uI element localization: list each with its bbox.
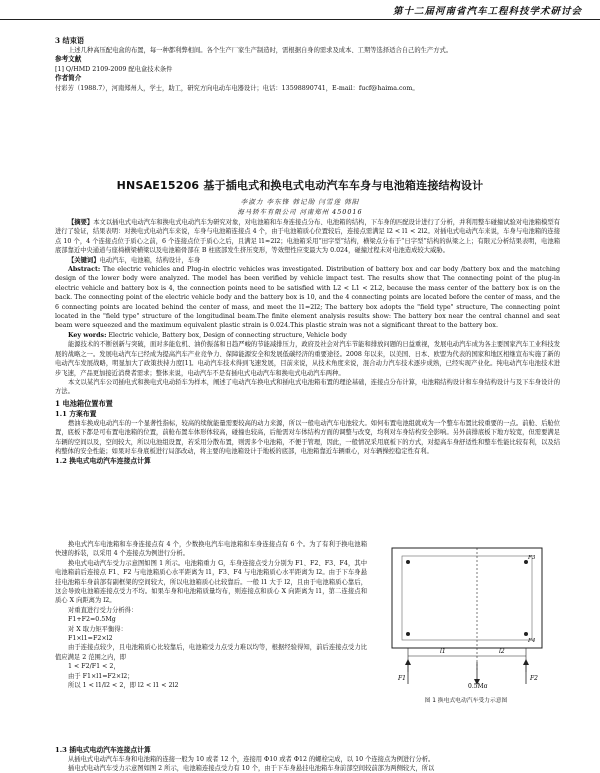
section-1-3 — [55, 745, 560, 773]
label-l2: l2 — [499, 648, 505, 655]
abstract-en — [55, 265, 560, 331]
section-1-2-text-2: 换电式电动汽车受力示意图如图 1 所示。电池箱重力 G，车身连接点受力分别为 F1、F2、F3、F4，其中电池箱前后连接点 F1、F2 与电池箱质心水平距离为 l1，F3、F4 与电池箱质心水平距离为 l2。由于下车身悬挂电池箱车身前部有副框架的空间较大，所以电池箱质心比较靠后。一般 l1 大于 l2，且由于电池箱质心靠后，这会导致电池箱连接点受力不均。如果车身和电池箱质量均布，则连接点和质心 X 向距离为 l1，第二连接点和质心 X 向距离为 l2。 — [55, 559, 367, 605]
label-f3: F3 — [528, 555, 536, 561]
label-l1: l1 — [440, 648, 446, 655]
section-1-2-heading: 1.2 换电式电动汽车连接点计算 — [55, 457, 151, 466]
keywords-cn-label: 【关键词】 — [68, 256, 100, 264]
conclusion-text: 上述几种高压配电盒的布置，每一种都利弊相间。各个生产厂家生产制造时，需根据自身的需求及成本、工期等选择适合自己的生产方式。 — [68, 47, 453, 54]
abstract-en-text: The electric vehicles and Plug-in electric vehicles was investigated. Distribution of battery box and car body /battery box and the matching design of the lower body were analyzed. The model has been verified by vehicle impact test. The results show that The connecting point of the plug-in electric vehicle and battery box is 4, the connection points need to be satisfied with L2 < L1 < 2L2, because the mass center of the battery box is on the back. The connecting point of the electric vehicle body and the battery box is 10, and the 4 connecting points are located before the center of mass, and the 6 connecting points are located behind the center of mass, and meet the l1=2l2; The battery box adopts the "field type" structure, The connecting point located in the "field type" structure of the longitudinal beam.The finite element analysis results show: The battery box near the central channel and seat beam were squeezed and the maximum equivalent plastic strain is 0.024.This plastic strain was not a significant threat to the battery box. — [55, 266, 560, 330]
label-f1: F1 — [398, 675, 406, 682]
keywords-cn — [55, 256, 560, 265]
author-bio-heading: 作者简介 — [55, 74, 82, 83]
figure-caption: 图 1 换电式电动汽车受力示意图 — [424, 698, 508, 704]
keywords-en-label: Key words: — [68, 331, 107, 339]
connect-point-f1 — [406, 560, 410, 564]
section-1-2-text: 换电式汽车电池箱和车身连接点有 4 个，少数换电汽车电池箱和车身连接点有 6 个。为了有利于换电池箱快速的拆装，以采用 4 个连接点为例进行分析。 — [55, 541, 367, 558]
author-bio: 付彩芳（1988.7），河南郑州人，学士，助工，研究方向电动车电器设计；电话：13598890741，E-mail：fucf@haima.com。 — [55, 84, 419, 92]
battery-box-inner — [402, 556, 532, 640]
section-1-heading: 1 电池箱位置布置 — [55, 398, 113, 408]
battery-box-outline — [392, 548, 542, 648]
connect-point-f3b — [524, 632, 528, 636]
abstract-cn-text: 本文以插电式电动汽车和换电式电动汽车为研究对象，对电池箱和车身连接点分布、电池箱的结构，下车身的匹配设计进行了分析，并利用整车碰撞试验对电池箱模型有进行了验证，结果表明：对换电式电动汽车来说，车身与电池箱连接点 4 个，由于电池箱质心位置较后，连接点需满足 l2 < l1 < 2l2。对插电式电动汽车来说，车身与电池箱的连接点 10 个，4 个连接点位于质心之前，6 个连接点位于质心之后，且满足 l1≈2l2；电池箱采用“田字型”结构，横梁点分布于“日字型”结构的纵梁之上；有限元分析结果表明，电池箱底部靠近中央通道与座椅横梁横梁以及电池箱骨部在 B 柱底部发生挤压变形，等效塑性应变最大为 0.024，碰撞过程未对电池造成较大威胁。 — [55, 219, 561, 255]
section-1-1-text: 燃油车换成电动汽车的一个显著性指标，较高的续航能量需要较高的动力来源，所以一般电动汽车电池较大。如何布置电池组就成为一个整车布置比较重要的一点。前舱、后舱位置，底板下都是可布置电池箱的位置，前舱布置车体形体较高，碰撞也较高，后舱需对车体结构方面的调整与改变，均利对车身结构安全影响。另外前排底板下地方较宽，但需要满足车辆的空间以及，空间较大，所以电池组设置，若采用分散布置，则需多个电池箱，不便于管理，因此，一般情况采用底板下的方式，对提高车身舒适性和整车性能比较有利，以及结构整体的安全性能；如果对车身底板进行局部改动，将主要的电池箱设计于地板的底部，电池箱靠近车辆重心，对车辆操控稳定性有利。 — [55, 419, 560, 455]
force-arrowhead-f1 — [405, 659, 411, 665]
abstract-cn-label: 【摘要】 — [68, 219, 94, 226]
abstract-en-label: Abstract: — [68, 266, 101, 274]
section-1-2-body — [55, 540, 367, 691]
section-1-3-heading: 1.3 插电式电动汽车连接点计算 — [55, 746, 151, 754]
previous-paper-tail — [55, 34, 560, 93]
section-1-3-text-2: 插电式电动汽车受力示意图如图 2 所示，电池箱连接点受力有 10 个，由于下车身悬挂电池箱车身前部空间较前部为两侧较大，所以 — [68, 765, 435, 773]
label-weight: 0.5Mg — [468, 683, 488, 688]
paper-title: HNSAE15206 基于插电式和换电式电动汽车车身与电池箱连接结构设计 — [116, 179, 484, 192]
formula-1: F1+F2=0.5Mg — [68, 616, 116, 624]
section-1-1-heading: 1.1 方案布置 — [55, 409, 97, 418]
reference-1: [1] Q/HMD 2109-2009 配电盒技术条件 — [55, 65, 173, 73]
connect-point-f1b — [406, 632, 410, 636]
conclusion-heading: 3 结束语 — [55, 36, 85, 45]
section-1-3-text: 从插电式电动汽车车身和电池箱的连接一般为 10 或者 12 个，连接用 Φ10 或者 Φ12 的螺栓完成，以 10 个连接点为例进行分析。 — [68, 756, 435, 763]
formula-4: 1 < F2/F1 < 2， — [68, 663, 120, 671]
formula-note: 由于连接点较少，且电池箱质心比较靠后，电池箱受力点受力难以均等，根据经验得知，前后连接点受力比值应满足 2 范围之内，即 — [55, 644, 367, 661]
intro-paragraph-2: 本文以某汽车公司插电式和换电式电动轿车为样本，阐述了电动汽车换电式和插电式电池箱布置的理论基础，连接点分布计算，电池箱结构设计和车身结构设计与及下车身设计的方法。 — [55, 378, 560, 396]
intro-paragraph-1: 能源技术的不断创新与突破，面对多能危机、油价振荡和日趋严峻的节能减排压力，政府及社会对汽车节能和排放问题的日益重视，发展电动汽车成为各主要国家汽车工业科技发展的战略之一。发展电动汽车已经成为提高汽车产业竞争力、保障能源安全和发展低碳经济的重要途径。2008 年以来，以美国、日本、欧盟为代表的国家和地区相继宣布实施了新的电动汽车发展战略，明显加大了政策扶持力度[1]。电动汽车技术得到飞速发展，目前来说，从技术角度来说，混合动力汽车技术逐步成熟，已经实现产业化。纯电动汽车电池技术进步飞速，产品更加接近消费者需求；整体来说，电动汽车不是有插电式电动汽车和换电式电动汽车两种。 — [55, 341, 560, 377]
formula-2: 对 X 取力矩平衡得： — [68, 625, 127, 633]
paper-authors: 李淑力 李东锋 韩记勋 闫雪莲 韩阳 — [240, 198, 360, 206]
page-header — [0, 0, 600, 20]
keywords-cn-text: 电动汽车，电池箱，结构设计，车身 — [99, 256, 201, 264]
figure-1 — [372, 538, 560, 710]
paper-affiliation: 海马轿车有限公司 河南郑州 450016 — [237, 208, 363, 216]
label-f4: F4 — [528, 638, 536, 644]
abstract-cn — [55, 218, 560, 256]
formula-3: F1×l1=F2×l2 — [68, 635, 113, 643]
abstract-block — [55, 218, 560, 466]
force-diagram — [372, 538, 560, 688]
force-arrowhead-f2 — [523, 659, 529, 665]
formula-6: 所以 1 < l1/l2 < 2，即 l2 < l1 < 2l2 — [68, 682, 179, 690]
keywords-en-text: Electric vehicle, Battery box, Design of connecting structure, Vehicle body — [108, 331, 347, 339]
formula-heading: 对重直进行受力分析得： — [68, 606, 138, 614]
formula-5: 由于 F1×l1=F2×l2； — [68, 672, 134, 680]
label-f2: F2 — [530, 675, 538, 682]
running-title: 第十二届河南省汽车工程科技学术研讨会 — [392, 6, 582, 17]
keywords-en — [55, 331, 560, 340]
references-heading: 参考文献 — [55, 55, 82, 64]
